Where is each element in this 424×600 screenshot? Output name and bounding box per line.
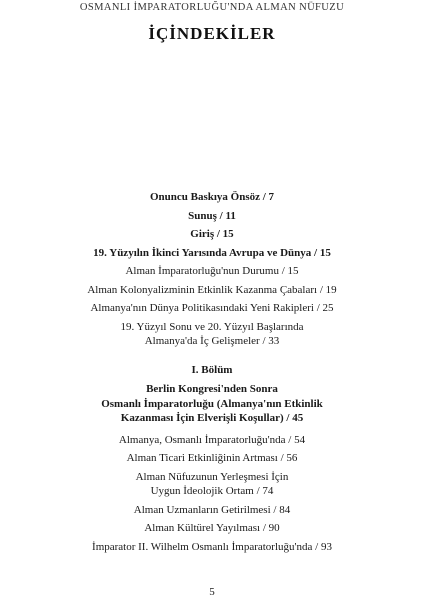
toc-entry: Almanya, Osmanlı İmparatorluğu'nda / 54 (118, 433, 306, 446)
toc-entry: Alman Kolonyalizminin Etkinlik Kazanma Çabaları / 19 (87, 283, 337, 296)
running-header: OSMANLI İMPARATORLUĞU'NDA ALMAN NÜFUZU (79, 2, 345, 13)
part-heading-line: Berlin Kongresi'nden Sonra (146, 383, 278, 395)
table-of-contents (0, 188, 424, 556)
toc-entry: Alman Ticari Etkinliğinin Artması / 56 (126, 452, 298, 464)
toc-part-heading (0, 363, 424, 431)
page-title: İÇİNDEKİLER (148, 24, 276, 43)
toc-entry-multiline (0, 468, 424, 501)
toc-chapter-heading: 19. Yüzyılın İkinci Yarısında Avrupa ve Dünya / 15 (93, 246, 331, 259)
toc-entry-line: Alman Nüfuzunun Yerleşmesi İçin (135, 470, 289, 483)
part-heading-line: Osmanlı İmparatorluğu (Almanya'nın Etkinlik (101, 397, 323, 410)
toc-entry-presentation: Sunuş / 11 (188, 209, 236, 222)
toc-entry-line: Uygun İdeolojik Ortam / 74 (150, 484, 274, 497)
section-spacer (0, 351, 424, 363)
toc-entry: Alman Uzmanların Getirilmesi / 84 (133, 503, 291, 516)
part-heading-line: Kazanması İçin Elverişli Koşullar) / 45 (120, 412, 304, 424)
toc-entry: Alman Kültürel Yayılması / 90 (144, 522, 280, 534)
page-number: 5 (209, 586, 215, 598)
toc-entry-preface: Onuncu Baskıya Önsöz / 7 (149, 191, 275, 203)
toc-entry: Alman İmparatorluğu'nun Durumu / 15 (125, 265, 299, 277)
toc-entry: Almanya'nın Dünya Politikasındaki Yeni Rakipleri / 25 (90, 302, 334, 314)
toc-entry-introduction: Giriş / 15 (190, 228, 234, 240)
toc-entry-line: Almanya'da İç Gelişmeler / 33 (144, 334, 280, 347)
toc-entry-line: 19. Yüzyıl Sonu ve 20. Yüzyıl Başlarında (120, 320, 304, 333)
toc-entry: İmparator II. Wilhelm Osmanlı İmparatorluğu'nda / 93 (92, 540, 332, 553)
toc-entry-multiline (0, 318, 424, 351)
part-label: I. Bölüm (191, 363, 233, 376)
